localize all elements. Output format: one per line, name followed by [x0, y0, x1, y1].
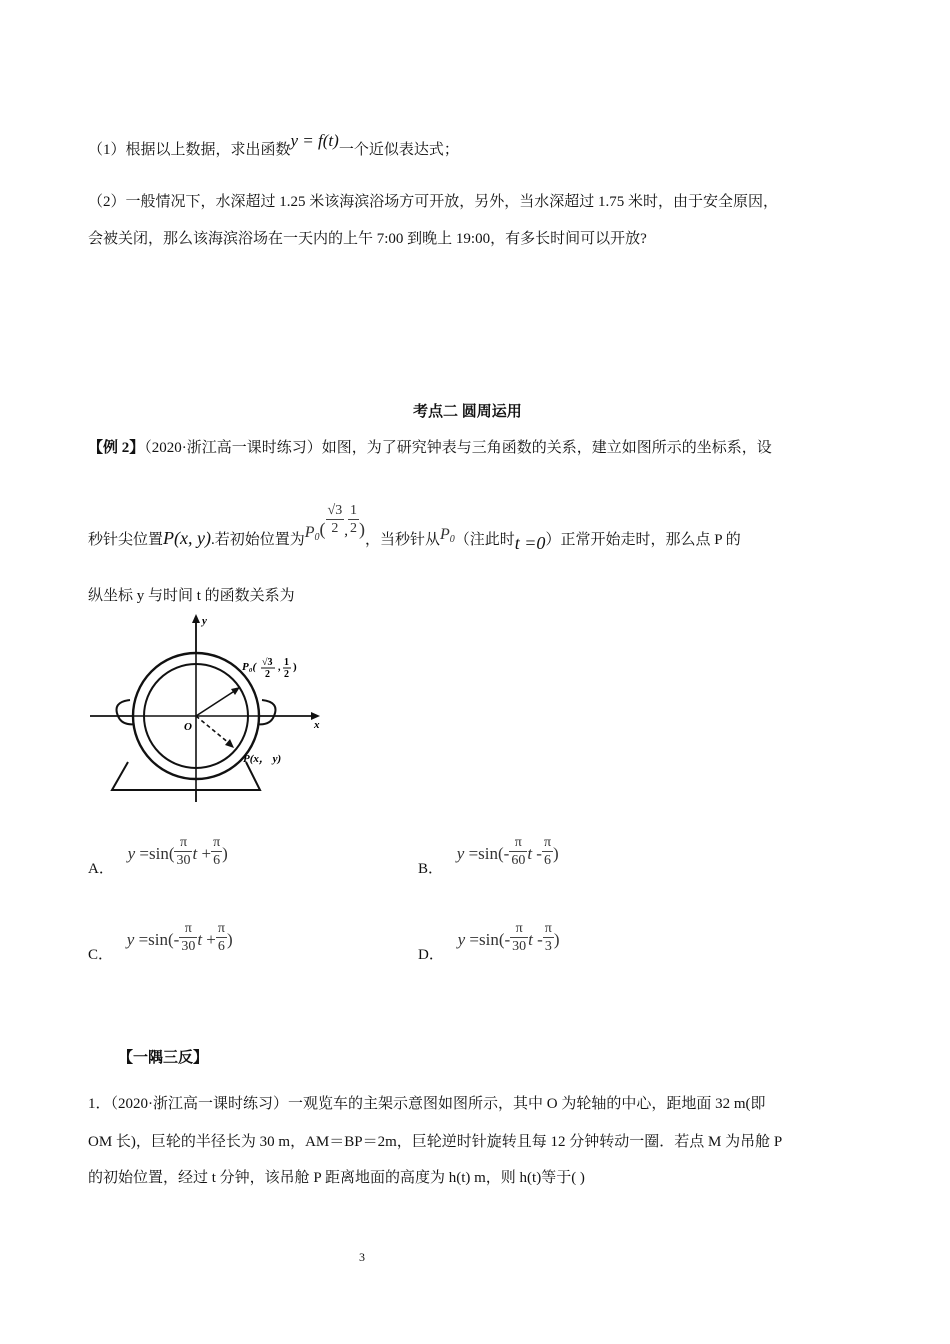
option-c-frac-2: $\frac{\pi}{6}$ — [217, 921, 225, 954]
option-c-lhs: y =sin(- — [126, 929, 180, 949]
example-2-text-c: ，当秒针从 — [364, 531, 440, 548]
section-title: 考点二 圆周运用 — [413, 404, 522, 420]
option-d-mid: t - — [528, 929, 543, 949]
practice-line-2: OM 长)，巨轮的半径长为 30 m，AM＝BP＝2m，巨轮逆时针旋转且每 12 分钟转动一圈．若点 M 为吊舱 P — [88, 1134, 783, 1150]
svg-text:): ) — [293, 661, 297, 673]
example-2-line-2: 秒针尖位置P(x, y).若初始位置为$P_0$( $\frac{√3}{2}$ , $\frac{1}{2}$ )，当秒针从$P_0$（注此时t =0）正常开始走时，那么点 P 的 — [88, 503, 741, 553]
question-2-line-1: （2）一般情况下，水深超过 1.25 米该海滨浴场方可开放，另外，当水深超过 1.75 米时，由于安全原因， — [88, 194, 779, 210]
option-a-lhs: y =sin( — [127, 843, 175, 863]
example-2-text-b: .若初始位置为 — [210, 531, 305, 548]
question-1 — [88, 131, 459, 159]
x-axis-label: x — [314, 719, 320, 731]
t-equals-zero: t =0 — [514, 532, 546, 553]
origin-label: O — [184, 721, 192, 733]
practice-line-3: 的初始位置，经过 t 分钟，该吊舱 P 距离地面的高度为 h(t) m，则 h(t)等于( ) — [88, 1170, 585, 1186]
option-a-frac-2: $\frac{\pi}{6}$ — [213, 835, 221, 868]
practice-header: 【一隅三反】 — [118, 1050, 209, 1066]
svg-text:1: 1 — [284, 657, 289, 668]
svg-text:2: 2 — [284, 669, 289, 680]
p0-symbol-2: $P_0$ — [439, 525, 455, 545]
question-2-line-2: 会被关闭，那么该海滨浴场在一天内的上午 7:00 到晚上 19:00，有多长时间可以开放? — [88, 231, 647, 247]
option-c-mid: t + — [197, 929, 216, 949]
page-number: 3 — [359, 1250, 365, 1264]
option-c[interactable]: C． y =sin(- $\frac{\pi}{30}$ t + $\frac{\pi}{6}$ ) — [88, 921, 233, 963]
fraction-sqrt3-over-2: $\frac{√3}{2}$ — [327, 503, 343, 536]
option-a[interactable]: A． y =sin( $\frac{\pi}{30}$ t + $\frac{\pi}{6}$ ) — [88, 835, 228, 877]
practice-line-1: 1．（2020·浙江高一课时练习）一观览车的主架示意图如图所示，其中 O 为轮轴的中心，距地面 32 m(即 — [88, 1096, 766, 1112]
option-a-label: A． — [88, 860, 114, 877]
question-1-function: y = f(t) — [290, 131, 339, 150]
option-c-frac-1: $\frac{\pi}{30}$ — [181, 921, 196, 954]
p0-coordinates — [261, 657, 297, 680]
question-1-suffix: 一个近似表达式； — [338, 142, 459, 158]
option-a-mid: t + — [192, 843, 212, 863]
svg-text:,: , — [278, 662, 281, 673]
option-b-lhs: y =sin(- — [456, 843, 510, 863]
option-d-frac-1: $\frac{\pi}{30}$ — [512, 921, 527, 954]
option-d-label: D． — [418, 946, 444, 963]
svg-text:√3: √3 — [262, 657, 273, 668]
option-b-label: B． — [418, 860, 444, 877]
point-p-xy: P(x, y) — [163, 527, 211, 548]
option-b-frac-1: $\frac{\pi}{60}$ — [511, 835, 526, 868]
example-2-line-3: 纵坐标 y 与时间 t 的函数关系为 — [88, 588, 295, 604]
clock-figure — [88, 612, 338, 804]
svg-text:2: 2 — [265, 669, 270, 680]
example-2-line-1 — [88, 436, 772, 457]
option-d-frac-2: $\frac{\pi}{3}$ — [544, 921, 552, 954]
option-d[interactable]: D． y =sin(- $\frac{\pi}{30}$ t - $\frac{\pi}{3}$ ) — [418, 921, 560, 963]
option-b-mid: t - — [527, 843, 542, 863]
example-2-text-d: （注此时 — [454, 531, 515, 548]
example-2-text: （2020·浙江高一课时练习）如图，为了研究钟表与三角函数的关系，建立如图所示的坐标系，设 — [144, 440, 772, 456]
question-1-prefix: （1）根据以上数据，求出函数 — [88, 142, 291, 158]
example-2-text-e: ）正常开始走时，那么点 P 的 — [545, 531, 741, 548]
p0-label: P₀( — [242, 661, 257, 673]
y-axis-label: y — [202, 615, 207, 627]
option-b-frac-2: $\frac{\pi}{6}$ — [543, 835, 552, 868]
option-b[interactable]: B． y =sin(- $\frac{\pi}{60}$ t - $\frac{\pi}{6}$ ) — [418, 835, 559, 877]
option-c-label: C． — [88, 946, 114, 963]
fraction-1-over-2: $\frac{1}{2}$ — [349, 503, 357, 536]
option-a-frac-1: $\frac{\pi}{30}$ — [176, 835, 191, 868]
example-2-label: 【例 2】 — [88, 440, 145, 456]
example-2-text-a: 秒针尖位置 — [88, 531, 164, 548]
p0-symbol: $P_0$ — [304, 523, 320, 543]
p-label: P(x， y) — [243, 753, 282, 765]
option-d-lhs: y =sin(- — [457, 929, 511, 949]
